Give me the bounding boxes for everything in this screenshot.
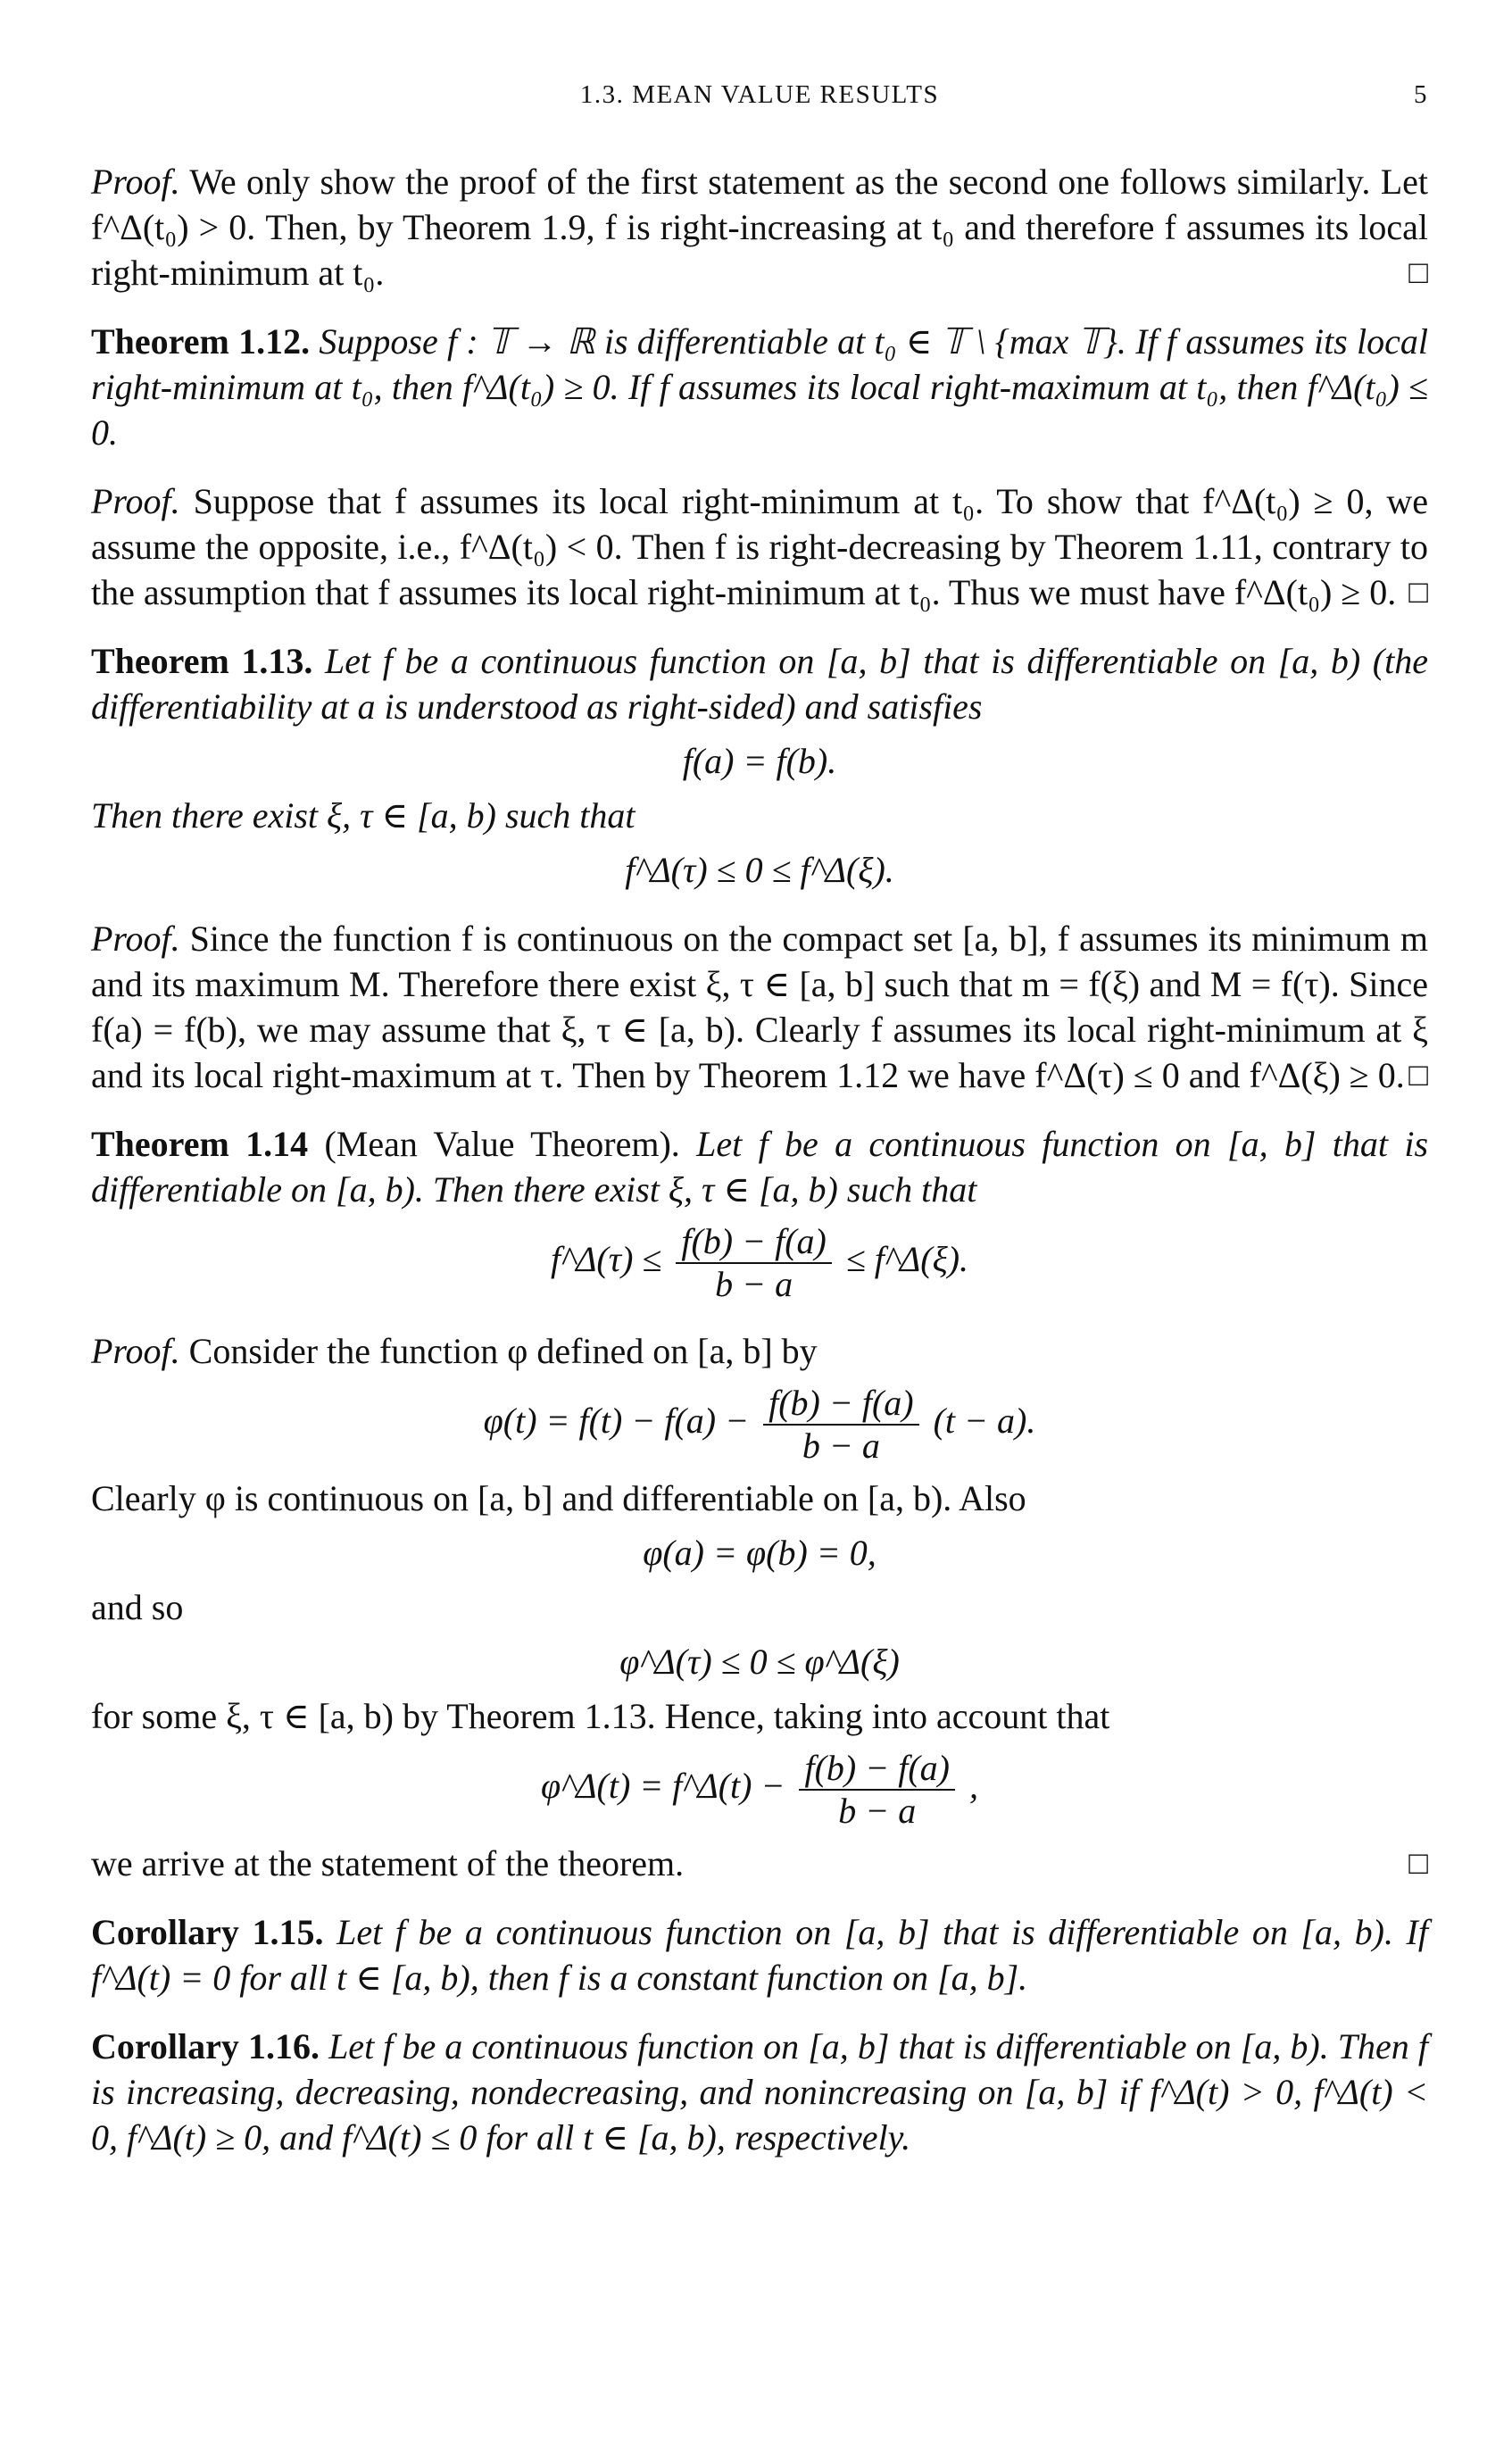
equation: φ(a) = φ(b) = 0, — [643, 1533, 876, 1573]
corollary-label: Corollary 1.16. — [91, 2026, 320, 2066]
proof-text: Consider the function φ defined on [a, b] by — [188, 1331, 818, 1371]
qed-symbol: □ — [1408, 254, 1428, 290]
proof-text: Clearly φ is continuous on [a, b] and differentiable on [a, b). Also — [91, 1478, 1026, 1518]
theorem-1-14 — [91, 1121, 1428, 1305]
proof-block — [91, 159, 1428, 295]
theorem-label: Theorem 1.13. — [91, 641, 313, 681]
equation — [91, 1221, 1428, 1305]
fraction-numerator: f(b) − f(a) — [676, 1221, 832, 1264]
fraction-numerator: f(b) − f(a) — [763, 1383, 919, 1426]
proof-text: we arrive at the statement of the theorem. — [91, 1843, 685, 1883]
theorem-1-12 — [91, 319, 1428, 455]
equation — [91, 1748, 1428, 1832]
qed-symbol: □ — [1408, 574, 1428, 610]
theorem-1-13 — [91, 638, 1428, 893]
proof-label: Proof. — [91, 1331, 180, 1371]
running-header — [91, 80, 1428, 116]
equation-right: , — [968, 1766, 978, 1807]
corollary-text: Let f be a continuous function on [a, b] that is differentiable on [a, b). If f^Δ(t) = 0 for all t ∈ [a, b), then f is a constant function on [a, b]. — [91, 1912, 1428, 1998]
equation-left: f^Δ(τ) ≤ — [550, 1239, 662, 1280]
fraction-numerator: f(b) − f(a) — [799, 1748, 955, 1791]
equation: f(a) = f(b). — [682, 741, 837, 781]
proof-block — [91, 916, 1428, 1098]
fraction-denominator: b − a — [715, 1264, 793, 1304]
proof-text: We only show the proof of the first statement as the second one follows similarly. Let f^Δ(t₀) > 0. Then, by Theorem 1.9, f is right-increasing at t₀ and therefore f assumes its local right-minimum at t₀. — [91, 162, 1428, 293]
proof-text: for some ξ, τ ∈ [a, b) by Theorem 1.13. Hence, taking into account that — [91, 1696, 1110, 1736]
proof-label: Proof. — [91, 919, 180, 959]
fraction — [676, 1221, 832, 1305]
theorem-text: Let f be a continuous function on [a, b] that is differentiable on [a, b). Then there exist ξ, τ ∈ [a, b) such that — [91, 1124, 1429, 1210]
equation-left: φ^Δ(t) = f^Δ(t) − — [541, 1766, 785, 1807]
corollary-1-15 — [91, 1909, 1428, 2000]
proof-label: Proof. — [91, 162, 180, 202]
equation-right: ≤ f^Δ(ξ). — [845, 1239, 969, 1280]
section-title: 1.3. MEAN VALUE RESULTS — [579, 80, 940, 109]
qed-symbol: □ — [1408, 1845, 1428, 1881]
proof-text: Suppose that f assumes its local right-minimum at t₀. To show that f^Δ(t₀) ≥ 0, we assume the opposite, i.e., f^Δ(t₀) < 0. Then f is right-decreasing by Theorem 1.11, contrary to the assumption that f assumes its local right-minimum at t₀. Thus we must have f^Δ(t₀) ≥ 0. — [91, 481, 1429, 612]
fraction — [763, 1383, 919, 1467]
proof-label: Proof. — [91, 481, 180, 521]
theorem-text: Then there exist ξ, τ ∈ [a, b) such that — [91, 795, 636, 836]
qed-symbol: □ — [1408, 1057, 1428, 1093]
page-body — [91, 159, 1428, 2183]
proof-text: Since the function f is continuous on the compact set [a, b], f assumes its minimum m and its maximum M. Therefore there exist ξ, τ ∈ [a, b] such that m = f(ξ) and M = f(τ). Since f(a) = f(b), we may assume that ξ, τ ∈ [a, b). Clearly f assumes its local right-minimum at ξ and its local right-maximum at τ. Then by Theorem 1.12 we have f^Δ(τ) ≤ 0 and f^Δ(ξ) ≥ 0. — [91, 919, 1428, 1095]
fraction — [799, 1748, 955, 1832]
equation-right: (t − a). — [933, 1401, 1036, 1442]
equation: φ^Δ(τ) ≤ 0 ≤ φ^Δ(ξ) — [619, 1642, 900, 1682]
proof-block — [91, 1328, 1428, 1886]
corollary-1-16 — [91, 2024, 1428, 2160]
corollary-label: Corollary 1.15. — [91, 1912, 324, 1952]
equation — [91, 1383, 1428, 1467]
theorem-name: (Mean Value Theorem). — [324, 1124, 680, 1164]
equation-left: φ(t) = f(t) − f(a) − — [483, 1401, 750, 1442]
theorem-label: Theorem 1.12. — [91, 321, 311, 362]
theorem-label: Theorem 1.14 — [91, 1124, 309, 1164]
theorem-text: Let f be a continuous function on [a, b] that is differentiable on [a, b) (the differentiability at a is understood as right-sided) and satisfies — [91, 641, 1428, 727]
corollary-text: Let f be a continuous function on [a, b] that is differentiable on [a, b). Then f is increasing, decreasing, nondecreasing, and nonincreasing on [a, b] if f^Δ(t) > 0, f^Δ(t) < 0, f^Δ(t) ≥ 0, and f^Δ(t) ≤ 0 for all t ∈ [a, b), respectively. — [91, 2026, 1428, 2158]
proof-block — [91, 478, 1428, 615]
equation: f^Δ(τ) ≤ 0 ≤ f^Δ(ξ). — [625, 850, 894, 890]
theorem-text: Suppose f : 𝕋 → ℝ is differentiable at t₀ ∈ 𝕋 \ {max 𝕋}. If f assumes its local right-minimum at t₀, then f^Δ(t₀) ≥ 0. If f assumes its local right-maximum at t₀, then f^Δ(t₀) ≤ 0. — [91, 321, 1429, 453]
fraction-denominator: b − a — [838, 1791, 917, 1831]
proof-text: and so — [91, 1587, 184, 1627]
page-number: 5 — [1414, 80, 1428, 109]
fraction-denominator: b − a — [802, 1426, 880, 1466]
